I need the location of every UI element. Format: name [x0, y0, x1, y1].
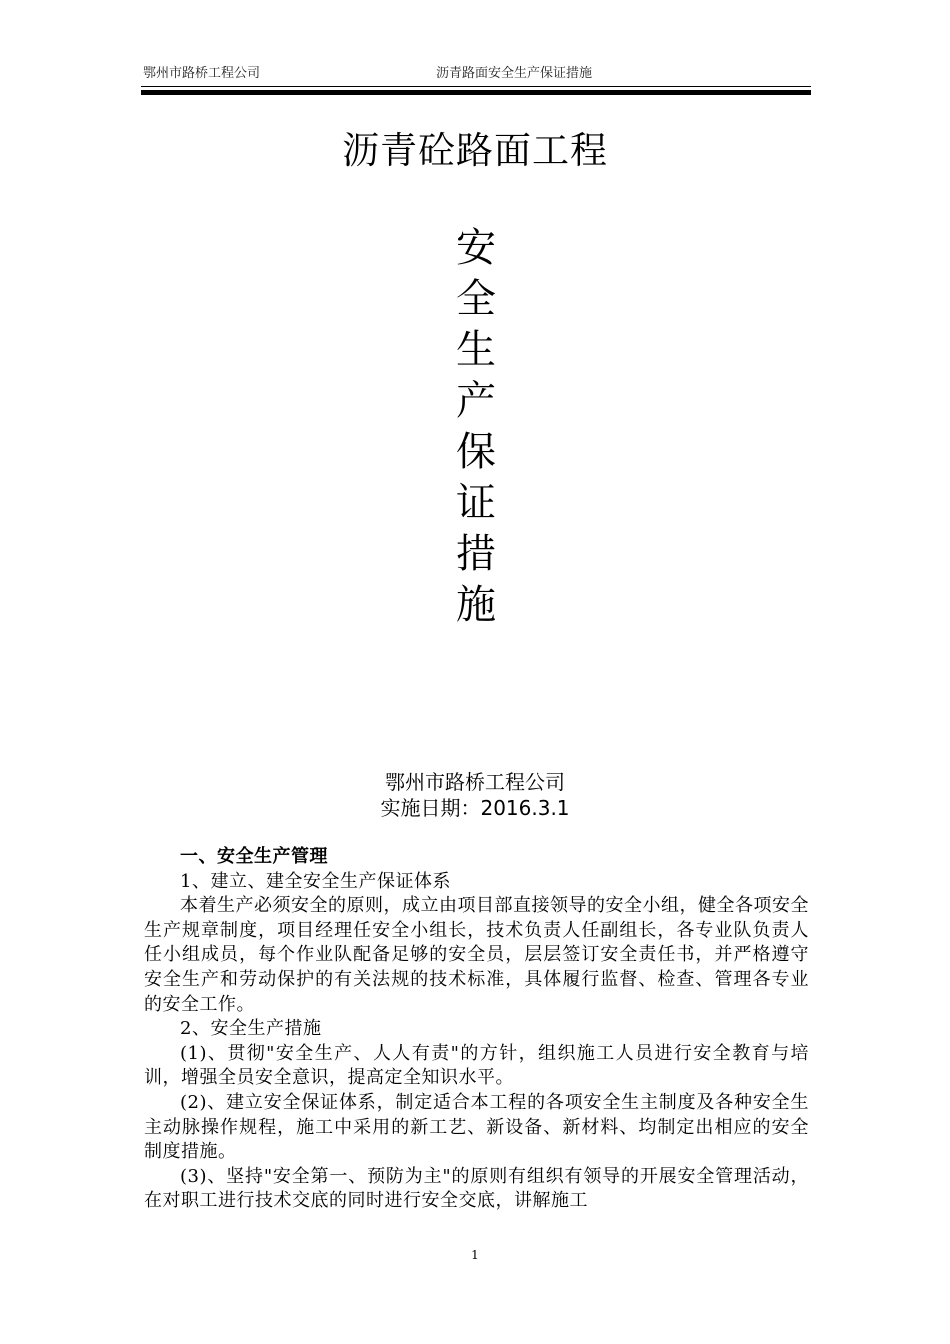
implementation-date-value: 2016.3.1 — [480, 796, 570, 820]
vertical-title — [452, 223, 500, 631]
header-rule-thin — [141, 86, 811, 87]
body-paragraph: (2)、建立安全保证体系，制定适合本工程的各项安全生主制度及各种安全生主动脉操作规程，施工中采用的新工艺、新设备、新材料、均制定出相应的安全制度措施。 — [144, 1091, 809, 1163]
vertical-title-char: 保 — [456, 429, 496, 475]
cover-company: 鄂州市路桥工程公司 — [385, 770, 565, 794]
main-title: 沥青砼路面工程 — [342, 129, 608, 172]
vertical-title-char: 证 — [456, 480, 496, 526]
body-paragraph: 本着生产必须安全的原则，成立由项目部直接领导的安全小组，健全各项安全生产规章制度，项目经理任安全小组长，技术负责人任副组长，各专业队负责人任小组成员，每个作业队配备足够的安全员，层层签订安全责任书，并严格遵守安全生产和劳动保护的有关法规的技术标准，具体履行监督、检查、管理各专业的安全工作。 — [144, 895, 809, 1015]
body-text — [144, 845, 809, 1214]
section-heading: 一、安全生产管理 — [180, 846, 328, 867]
page-number: 1 — [471, 1248, 479, 1262]
vertical-title-char: 施 — [456, 582, 496, 628]
body-paragraph: (1)、贯彻"安全生产、人人有责"的方针，组织施工人员进行安全教育与培训，增强全员安全意识，提高定全知识水平。 — [144, 1042, 809, 1089]
body-paragraph: 2、安全生产措施 — [180, 1018, 322, 1040]
vertical-title-char: 产 — [456, 378, 496, 424]
implementation-date-label: 实施日期： — [380, 796, 481, 820]
header-rule-thick — [141, 90, 811, 95]
vertical-title-char: 安 — [456, 225, 496, 271]
body-paragraph: (3)、坚持"安全第一、预防为主"的原则有组织有领导的开展安全管理活动，在对职工进行技术交底的同时进行安全交底，讲解施工 — [144, 1165, 809, 1212]
body-paragraph: 1、建立、建全安全生产保证体系 — [180, 870, 451, 892]
vertical-title-char: 全 — [456, 276, 496, 322]
header-company: 鄂州市路桥工程公司 — [143, 66, 261, 81]
header-document-title: 沥青路面安全生产保证措施 — [436, 66, 593, 81]
implementation-date — [0, 795, 950, 821]
vertical-title-char: 措 — [456, 531, 496, 577]
vertical-title-char: 生 — [456, 327, 496, 373]
